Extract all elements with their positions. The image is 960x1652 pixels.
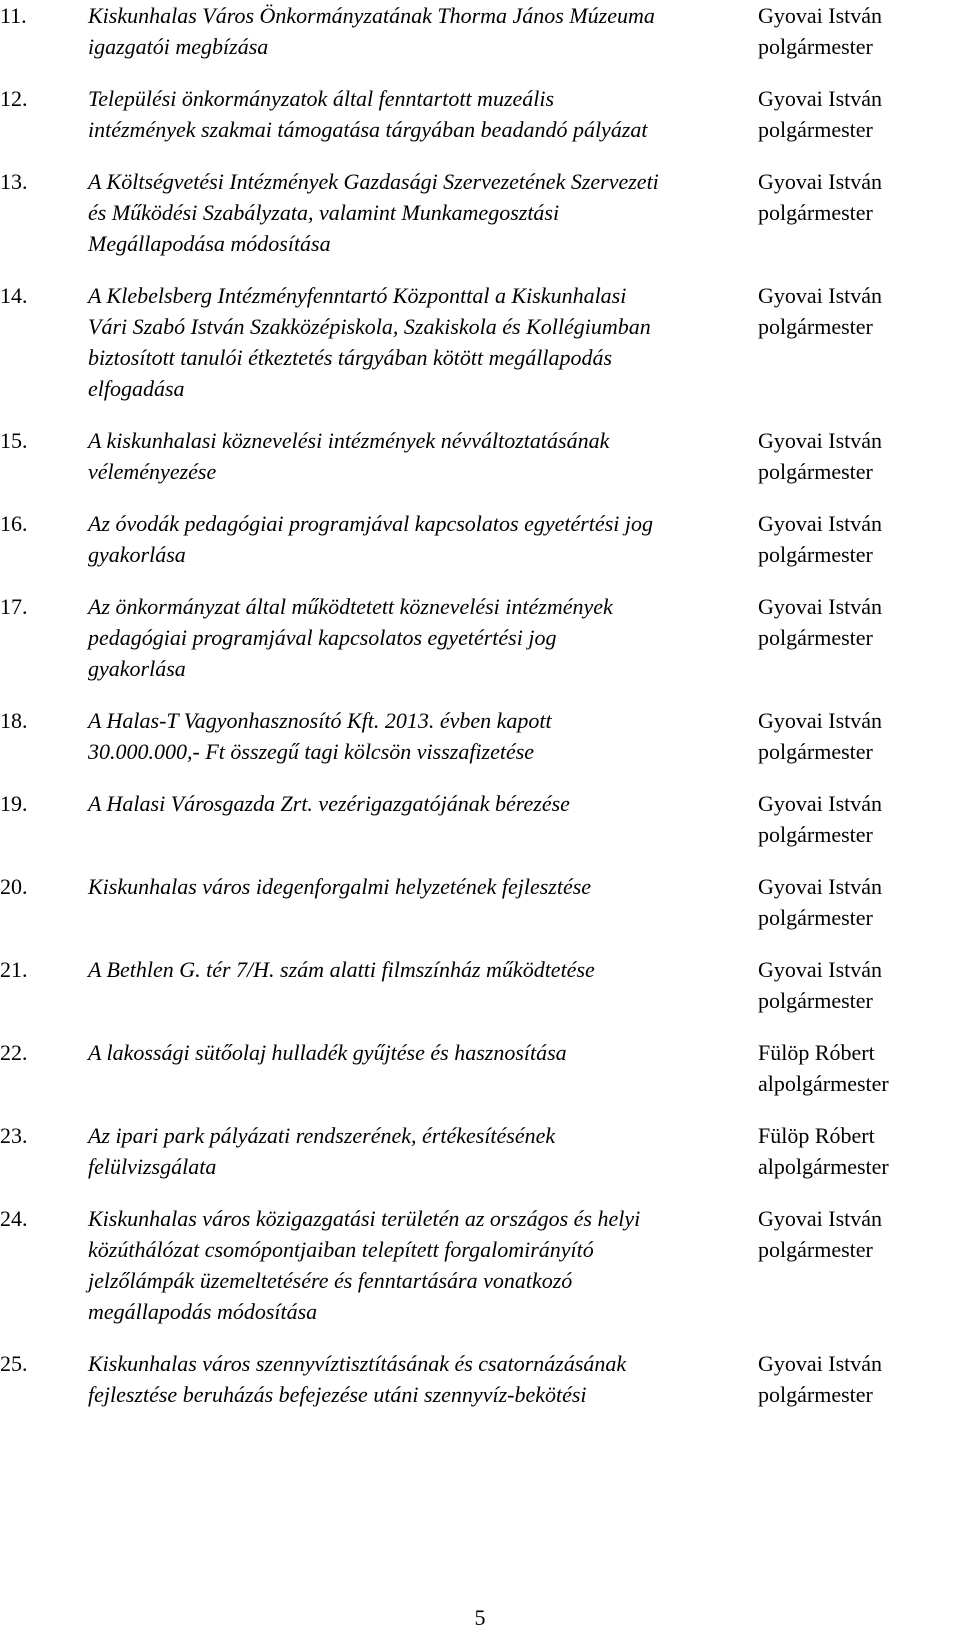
item-number: 14. — [0, 283, 28, 308]
item-presenter: Gyovai István polgármester — [758, 169, 883, 225]
item-title: Az önkormányzat által működtetett köznevelési intézmények pedagógiai programjával kapcsolatos egyetértési jog gyakorlása — [88, 594, 613, 681]
item-title: Települési önkormányzatok által fenntartott muzeális intézmények szakmai támogatása tárgyában beadandó pályázat — [88, 86, 648, 142]
item-presenter: Gyovai István polgármester — [758, 791, 883, 847]
item-number: 25. — [0, 1351, 28, 1376]
agenda-item — [0, 83, 960, 145]
agenda-item — [0, 1037, 960, 1099]
item-number: 16. — [0, 511, 28, 536]
item-presenter: Gyovai István polgármester — [758, 594, 883, 650]
item-title: A Klebelsberg Intézményfenntartó Központtal a Kiskunhalasi Vári Szabó István Szakközépiskola, Szakiskola és Kollégiumban biztosított tanulói étkeztetés tárgyában kötött megállapodás elfogadása — [88, 283, 651, 401]
item-title: A Költségvetési Intézmények Gazdasági Szervezetének Szervezeti és Működési Szabályzata, valamint Munkamegosztási Megállapodása módosítása — [88, 169, 659, 256]
agenda-item — [0, 166, 960, 259]
agenda-item — [0, 508, 960, 570]
agenda-item — [0, 0, 960, 62]
item-number: 21. — [0, 957, 28, 982]
agenda-item — [0, 1120, 960, 1182]
item-presenter: Gyovai István polgármester — [758, 1351, 883, 1407]
item-number: 11. — [0, 3, 27, 28]
item-number: 24. — [0, 1206, 28, 1231]
agenda-item — [0, 425, 960, 487]
item-presenter: Fülöp Róbert alpolgármester — [758, 1123, 889, 1179]
agenda-item — [0, 954, 960, 1016]
item-title: A Bethlen G. tér 7/H. szám alatti filmszínház működtetése — [88, 957, 595, 982]
item-presenter: Gyovai István polgármester — [758, 428, 883, 484]
agenda-item — [0, 788, 960, 850]
page-number: 5 — [474, 1605, 486, 1630]
item-presenter: Gyovai István polgármester — [758, 3, 883, 59]
item-presenter: Gyovai István polgármester — [758, 511, 883, 567]
item-title: Az óvodák pedagógiai programjával kapcsolatos egyetértési jog gyakorlása — [88, 511, 653, 567]
item-title: Kiskunhalas Város Önkormányzatának Thorma János Múzeuma igazgatói megbízása — [88, 3, 655, 59]
item-presenter: Gyovai István polgármester — [758, 874, 883, 930]
item-number: 13. — [0, 169, 28, 194]
item-number: 17. — [0, 594, 28, 619]
item-number: 15. — [0, 428, 28, 453]
item-number: 22. — [0, 1040, 28, 1065]
item-presenter: Gyovai István polgármester — [758, 957, 883, 1013]
agenda-item — [0, 280, 960, 404]
item-number: 19. — [0, 791, 28, 816]
item-title: A lakossági sütőolaj hulladék gyűjtése és hasznosítása — [88, 1040, 567, 1065]
item-presenter: Fülöp Róbert alpolgármester — [758, 1040, 889, 1096]
item-presenter: Gyovai István polgármester — [758, 283, 883, 339]
item-title: A Halas-T Vagyonhasznosító Kft. 2013. évben kapott 30.000.000,- Ft összegű tagi kölcsön visszafizetése — [88, 708, 552, 764]
item-title: Kiskunhalas város idegenforgalmi helyzetének fejlesztése — [88, 874, 592, 899]
agenda-item — [0, 871, 960, 933]
item-number: 12. — [0, 86, 28, 111]
item-title: A kiskunhalasi köznevelési intézmények névváltoztatásának véleményezése — [88, 428, 610, 484]
item-presenter: Gyovai István polgármester — [758, 86, 883, 142]
agenda-item — [0, 1348, 960, 1410]
item-title: Kiskunhalas város közigazgatási területén az országos és helyi közúthálózat csomópontjaiban telepített forgalomirányító jelzőlámpák üzemeltetésére és fenntartására vonatkozó megállapodás módosítása — [88, 1206, 641, 1324]
agenda-item — [0, 1203, 960, 1327]
item-title: Az ipari park pályázati rendszerének, értékesítésének felülvizsgálata — [88, 1123, 556, 1179]
item-presenter: Gyovai István polgármester — [758, 1206, 883, 1262]
item-number: 20. — [0, 874, 28, 899]
item-title: Kiskunhalas város szennyvíztisztításának és csatornázásának fejlesztése beruházás befejezése utáni szennyvíz-bekötési — [88, 1351, 627, 1407]
item-title: A Halasi Városgazda Zrt. vezérigazgatójának bérezése — [88, 791, 570, 816]
item-number: 18. — [0, 708, 28, 733]
agenda-item — [0, 705, 960, 767]
item-presenter: Gyovai István polgármester — [758, 708, 883, 764]
item-number: 23. — [0, 1123, 28, 1148]
agenda-item — [0, 591, 960, 684]
